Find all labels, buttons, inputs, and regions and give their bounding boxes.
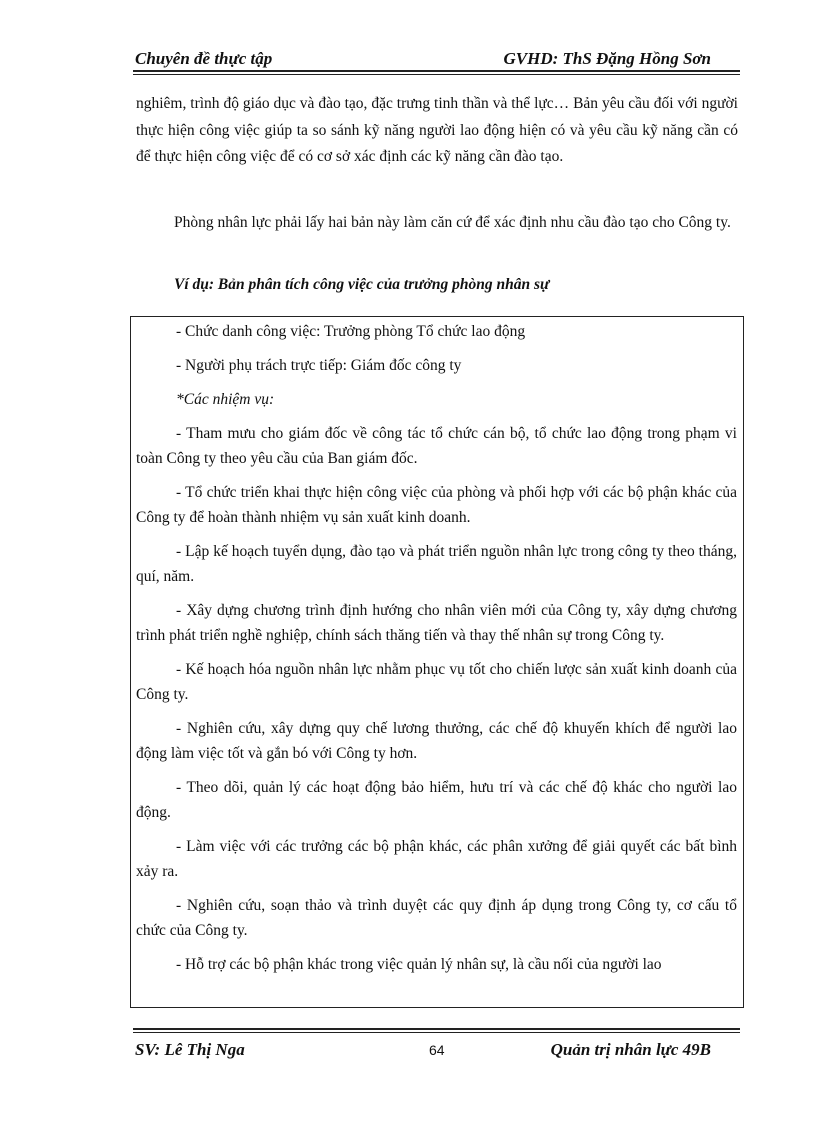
header-rule-thin	[133, 74, 740, 75]
duty-item: - Theo dõi, quản lý các hoạt động bảo hiểm, hưu trí và các chế độ khác cho người lao động.	[136, 779, 737, 821]
intro-paragraph-2: Phòng nhân lực phải lấy hai bản này làm căn cứ để xác định nhu cầu đào tạo cho Công ty.	[174, 214, 731, 231]
duties-heading: *Các nhiệm vụ:	[176, 391, 275, 408]
page-number: 64	[429, 1042, 445, 1058]
duty-item: - Tổ chức triển khai thực hiện công việc của phòng và phối hợp với các bộ phận khác của Công ty để hoàn thành nhiệm vụ sản xuất kinh doanh.	[136, 484, 737, 526]
page-header	[133, 47, 739, 71]
job-analysis-content	[136, 317, 737, 977]
example-title: Ví dụ: Bản phân tích công việc của trưởng phòng nhân sự	[174, 276, 550, 293]
page-footer	[133, 1040, 739, 1064]
footer-class: Quản trị nhân lực 49B	[550, 1040, 711, 1059]
footer-student: SV: Lê Thị Nga	[135, 1040, 245, 1059]
duty-item: - Nghiên cứu, soạn thảo và trình duyệt các quy định áp dụng trong Công ty, cơ cấu tổ chức của Công ty.	[136, 897, 737, 939]
job-analysis-box	[130, 316, 744, 1008]
duty-item: - Nghiên cứu, xây dựng quy chế lương thưởng, các chế độ khuyến khích để người lao động làm việc tốt và gắn bó với Công ty hơn.	[136, 720, 737, 762]
duty-item: - Tham mưu cho giám đốc về công tác tổ chức cán bộ, tổ chức lao động trong phạm vi toàn Công ty theo yêu cầu của Ban giám đốc.	[136, 425, 737, 467]
supervisor-line: - Người phụ trách trực tiếp: Giám đốc công ty	[176, 357, 462, 374]
job-title-line: - Chức danh công việc: Trưởng phòng Tổ chức lao động	[176, 323, 526, 340]
header-rule-thick	[133, 70, 740, 72]
footer-rule-thin	[133, 1032, 740, 1033]
duty-item: - Xây dựng chương trình định hướng cho nhân viên mới của Công ty, xây dựng chương trình phát triển nghề nghiệp, chính sách thăng tiến và thay thế nhân sự trong Công ty.	[136, 602, 737, 644]
intro-paragraph-1: nghiêm, trình độ giáo dục và đào tạo, đặc trưng tinh thần và thể lực… Bản yêu cầu đối với người thực hiện công việc giúp ta so sánh kỹ năng người lao động hiện có và yêu cầu kỹ năng cần có để thực hiện công việc để có cơ sở xác định các kỹ năng cần đào tạo.	[136, 95, 738, 165]
duty-item: - Kế hoạch hóa nguồn nhân lực nhằm phục vụ tốt cho chiến lược sản xuất kinh doanh của Công ty.	[136, 661, 737, 703]
footer-rule-thick	[133, 1028, 740, 1030]
duty-item: - Làm việc với các trưởng các bộ phận khác, các phân xưởng để giải quyết các bất bình xảy ra.	[136, 838, 737, 880]
duty-item: - Hỗ trợ các bộ phận khác trong việc quản lý nhân sự, là cầu nối của người lao	[176, 956, 662, 973]
header-course-title: Chuyên đề thực tập	[135, 49, 273, 68]
duty-item: - Lập kế hoạch tuyển dụng, đào tạo và phát triển nguồn nhân lực trong công ty theo tháng, quí, năm.	[136, 543, 737, 585]
header-supervisor: GVHD: ThS Đặng Hồng Sơn	[503, 49, 711, 68]
